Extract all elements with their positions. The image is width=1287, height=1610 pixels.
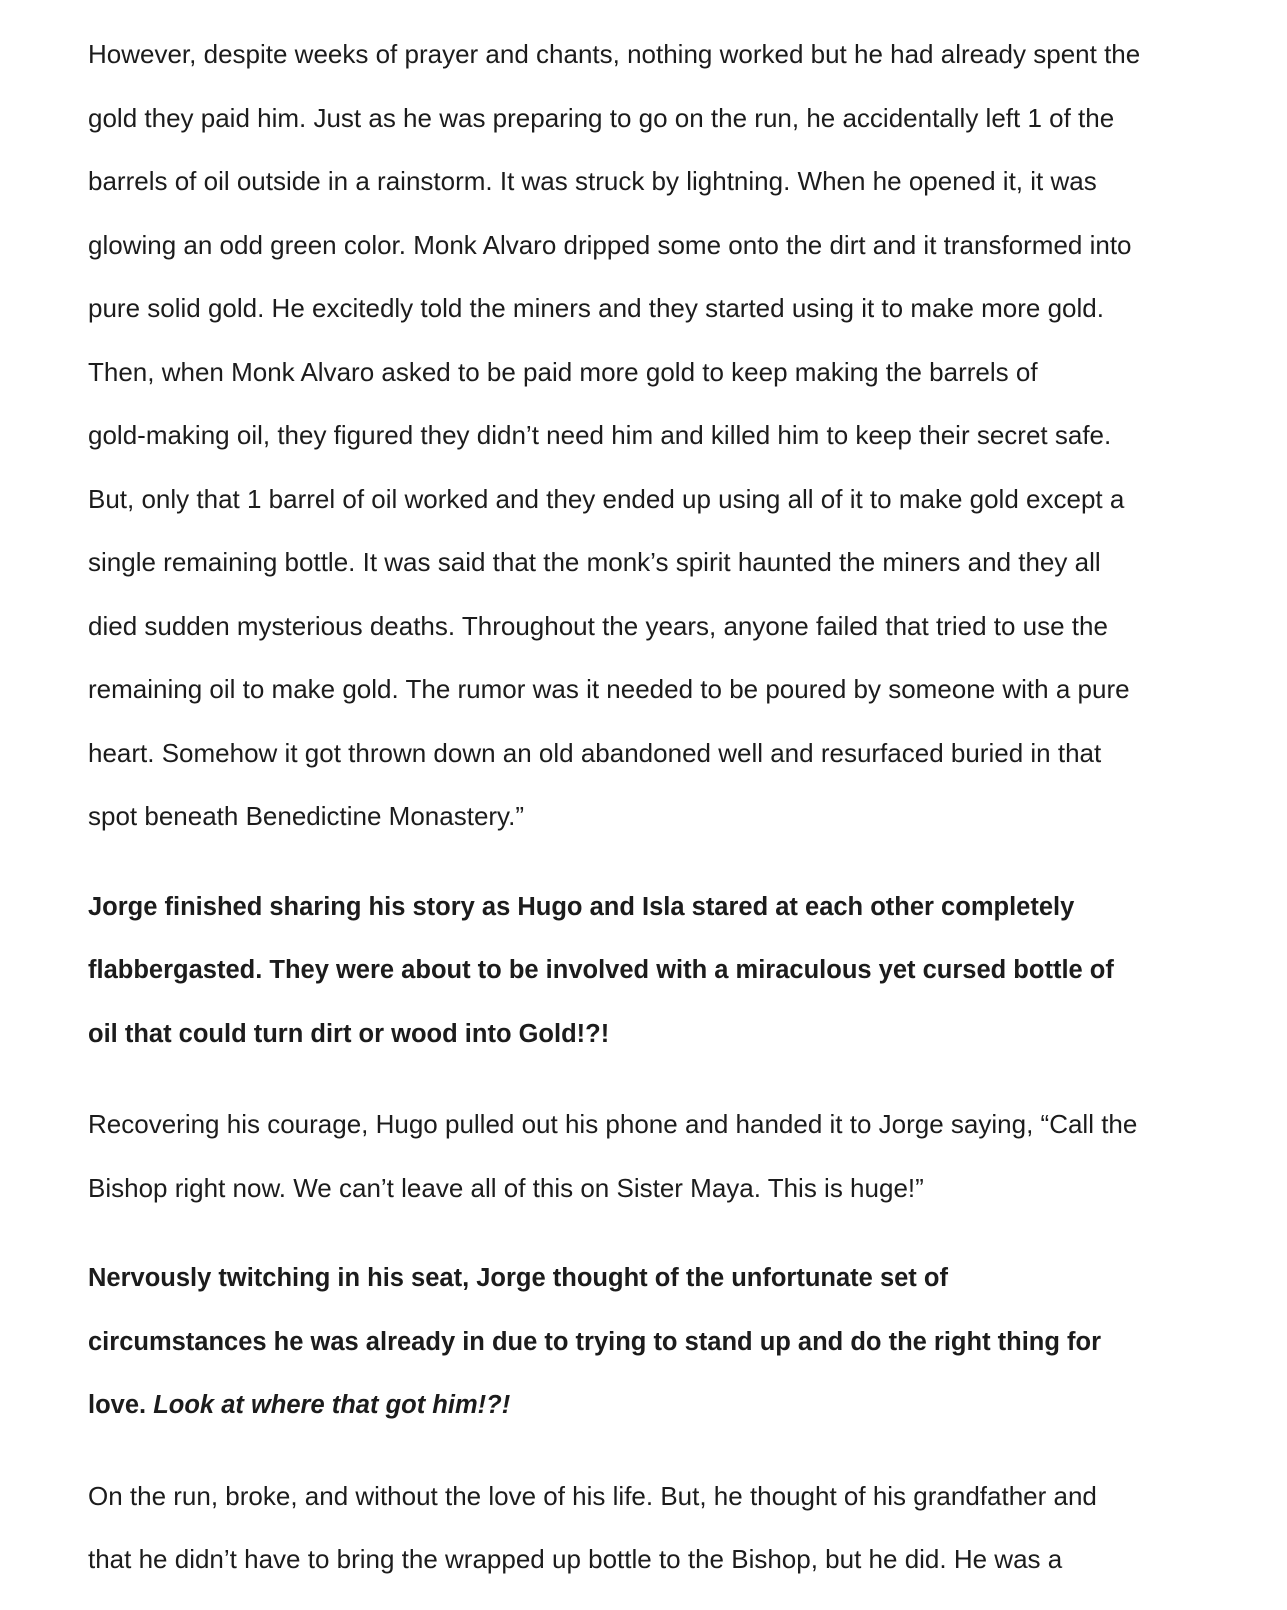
text-line: circumstances he was already in due to trying to stand up and do the right thing for	[88, 1327, 1102, 1356]
text-line: remaining oil to make gold. The rumor was it needed to be poured by someone with a pure	[88, 674, 1130, 704]
text-line: Bishop right now. We can’t leave all of this on Sister Maya. This is huge!”	[88, 1172, 924, 1203]
text-line: single remaining bottle. It was said that the monk’s spirit haunted the miners and they all	[88, 547, 1101, 577]
text-line: But, only that 1 barrel of oil worked and they ended up using all of it to make gold except a	[88, 483, 1125, 514]
text-line: gold-making oil, they figured they didn’t need him and killed him to keep their secret safe.	[88, 420, 1112, 450]
italic-text-segment: Look at where that got him!?!	[153, 1391, 511, 1419]
paragraph-hugo-phone	[88, 1104, 1218, 1231]
text-line	[88, 1385, 1218, 1449]
text-line: flabbergasted. They were about to be involved with a miraculous yet cursed bottle of	[88, 956, 1114, 984]
paragraph-monk-story	[88, 34, 1218, 860]
text-segment: love.	[88, 1391, 154, 1419]
text-line: oil that could turn dirt or wood into Gold!?!	[88, 1019, 610, 1048]
paragraph-jorge-finished	[88, 887, 1218, 1078]
text-line: glowing an odd green color. Monk Alvaro dripped some onto the dirt and it transformed into	[88, 229, 1132, 260]
text-line: that he didn’t have to bring the wrapped up bottle to the Bishop, but he did. He was a	[88, 1544, 1063, 1574]
text-line: gold they paid him. Just as he was preparing to go on the run, he accidentally left 1 of the	[88, 102, 1115, 133]
text-line: died sudden mysterious deaths. Throughout the years, anyone failed that tried to use the	[88, 610, 1108, 641]
paragraph-jorge-nervous	[88, 1258, 1218, 1449]
text-line: pure solid gold. He excitedly told the miners and they started using it to make more gold.	[88, 293, 1104, 323]
text-line: Nervously twitching in his seat, Jorge thought of the unfortunate set of	[88, 1264, 948, 1292]
paragraph-on-the-run	[88, 1476, 1218, 1603]
text-line: heart. Somehow it got thrown down an old abandoned well and resurfaced buried in that	[88, 737, 1102, 768]
text-line: Jorge finished sharing his story as Hugo and Isla stared at each other completely	[88, 892, 1075, 921]
text-line: Then, when Monk Alvaro asked to be paid more gold to keep making the barrels of	[88, 356, 1038, 387]
text-line: spot beneath Benedictine Monastery.”	[88, 801, 525, 831]
text-line: Recovering his courage, Hugo pulled out his phone and handed it to Jorge saying, “Call the	[88, 1109, 1138, 1139]
text-line: On the run, broke, and without the love of his life. But, he thought of his grandfather and	[88, 1480, 1097, 1511]
text-line: barrels of oil outside in a rainstorm. It was struck by lightning. When he opened it, it was	[88, 166, 1097, 196]
document-page	[88, 34, 1218, 1603]
text-line: However, despite weeks of prayer and chants, nothing worked but he had already spent the	[88, 39, 1141, 69]
